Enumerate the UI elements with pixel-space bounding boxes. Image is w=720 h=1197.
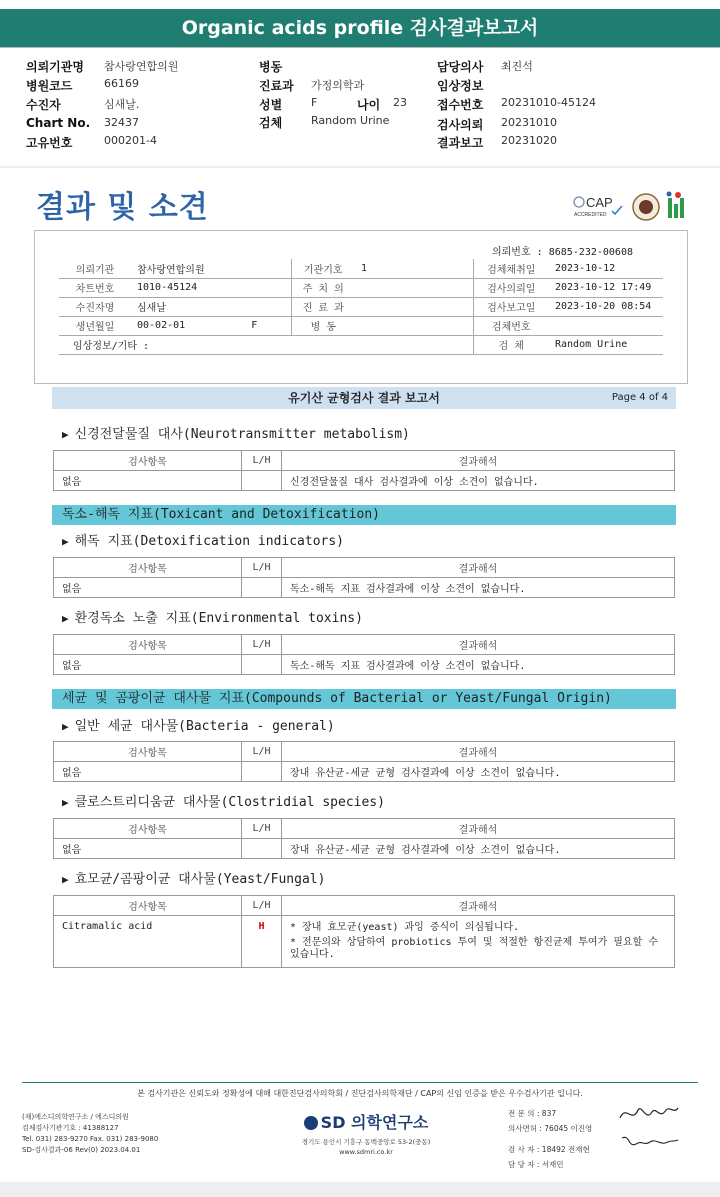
header-lh: L/H — [242, 558, 282, 578]
table-header-row — [54, 896, 675, 916]
header-interp: 결과해석 — [282, 558, 675, 578]
section-title: 클로스트리디움균 대사물(Clostridial species) — [74, 795, 385, 810]
value-age: 23 — [393, 96, 407, 109]
info-value — [355, 297, 473, 316]
info-label: 검사의뢰일 — [473, 278, 549, 297]
section-detox: ▶ 해독 지표(Detoxification indicators) — [62, 534, 345, 549]
header-interp: 결과해석 — [282, 635, 675, 655]
table-row — [54, 762, 675, 782]
cap-logo-text: CAP — [586, 195, 613, 210]
result-lh — [242, 578, 282, 598]
sex-value: F — [251, 320, 258, 331]
footer-form-rev: SD-검사결과-06 Rev(0) 2023.04.01 — [22, 1146, 141, 1154]
info-value: Random Urine — [549, 335, 663, 354]
table-header-row — [54, 635, 675, 655]
result-item: 없음 — [54, 471, 242, 491]
label-specimen: 검체 — [259, 116, 283, 130]
info-row — [59, 335, 663, 354]
header-interp: 결과해석 — [282, 896, 675, 916]
request-number-label: 의뢰번호 : — [491, 247, 543, 258]
value-hospital-code: 66169 — [104, 77, 139, 90]
result-lh: H — [242, 916, 282, 968]
header-lh: L/H — [242, 742, 282, 762]
report-subtitle: 유기산 균형검사 결과 보고서 — [288, 391, 440, 405]
section-title: 신경전달물질 대사(Neurotransmitter metabolism) — [74, 427, 410, 442]
info-row — [59, 259, 663, 278]
report-footer — [0, 1082, 720, 1182]
value-request-date: 20231010 — [501, 116, 557, 129]
label-request-date: 검사의뢰 — [437, 118, 484, 132]
footer-divider — [22, 1082, 698, 1083]
info-label: 검체채취일 — [473, 259, 549, 278]
table-row — [54, 655, 675, 675]
label-report-date: 결과보고 — [437, 136, 484, 150]
section-clostridia: ▶ 클로스트리디움균 대사물(Clostridial species) — [62, 795, 385, 810]
table-header-row — [54, 742, 675, 762]
signature-2 — [616, 1130, 680, 1152]
header-item: 검사항목 — [54, 742, 242, 762]
footer-accreditation-note: 본 검사기관은 신뢰도와 정확성에 대해 대한진단검사의학회 / 진단검사의학재단 / CAP의 신임 인증을 받은 우수검사기관 입니다. — [137, 1089, 583, 1098]
label-age: 나이 — [357, 98, 381, 112]
label-department: 진료과 — [259, 79, 294, 93]
value-doctor: 최진석 — [501, 60, 533, 73]
value-chart-no: 32437 — [104, 116, 139, 129]
section-bacteria: ▶ 일반 세균 대사물(Bacteria - general) — [62, 719, 335, 734]
value-unique-no: 000201-4 — [104, 134, 157, 147]
result-item: 없음 — [54, 839, 242, 859]
result-item: 없음 — [54, 762, 242, 782]
patient-info — [0, 52, 720, 164]
label-chart-no: Chart No. — [26, 116, 91, 130]
info-label: 임상정보/기타 : — [59, 335, 473, 354]
header-lh: L/H — [242, 635, 282, 655]
info-value: 2023-10-12 17:49 — [549, 278, 663, 297]
signatory-line: 담 당 자 : 서재민 — [508, 1160, 564, 1169]
value-department: 가정의학과 — [311, 79, 365, 92]
info-row — [59, 297, 663, 316]
info-label: 차트번호 — [59, 278, 131, 297]
value-sex: F — [311, 96, 318, 109]
request-info-box — [34, 230, 688, 384]
info-value: 1 — [355, 259, 473, 278]
info-value: 2023-10-12 — [549, 259, 663, 278]
result-lh — [242, 655, 282, 675]
signatory-line: 전 문 의 : 837 — [508, 1109, 557, 1118]
info-value — [549, 316, 663, 335]
cap-icon — [574, 197, 584, 207]
header-item: 검사항목 — [54, 819, 242, 839]
info-label: 병 동 — [291, 316, 355, 335]
label-clinical-info: 임상정보 — [437, 79, 484, 93]
neuro-result-table — [53, 450, 675, 491]
footer-logo-block — [296, 1110, 436, 1157]
header-interp: 결과해석 — [282, 819, 675, 839]
footer-address-line: 경기도 용인시 기흥구 동백중앙로 53-2(중동) — [301, 1138, 431, 1146]
foundation-logo-icon — [668, 198, 672, 218]
info-row — [59, 316, 663, 335]
header-interp: 결과해석 — [282, 451, 675, 471]
request-info-table — [59, 259, 663, 355]
info-label: 기관기호 — [291, 259, 355, 278]
value-report-date: 20231020 — [501, 134, 557, 147]
value-patient: 심새날. — [104, 98, 140, 111]
info-row — [59, 278, 663, 297]
sd-logo-text: SD 의학연구소 — [320, 1113, 429, 1132]
page-number: Page 4 of 4 — [611, 392, 668, 403]
cap-logo-sub: ACCREDITED — [574, 212, 607, 218]
info-value — [355, 278, 473, 297]
header-lh: L/H — [242, 896, 282, 916]
footer-address — [296, 1137, 436, 1157]
section-title: 환경독소 노출 지표(Environmental toxins) — [74, 611, 363, 626]
signatory-line: 의사면허 : 76045 이진영 — [508, 1124, 593, 1133]
info-label: 주 치 의 — [291, 278, 355, 297]
footer-lab-info — [22, 1112, 158, 1156]
result-interp: * 전문의와 상담하여 probiotics 투여 및 적절한 항진균제 투여가 필요할 수 있습니다. — [282, 936, 675, 968]
label-receipt-no: 접수번호 — [437, 98, 484, 112]
sd-logo — [296, 1110, 436, 1133]
band-toxicant: 독소-해독 지표(Toxicant and Detoxification) — [52, 505, 676, 525]
value-specimen: Random Urine — [311, 114, 390, 127]
table-header-row — [54, 451, 675, 471]
info-label: 검 체 — [473, 335, 549, 354]
birth-date: 00-02-01 — [137, 320, 186, 331]
result-interp: * 장내 효모균(yeast) 과잉 증식이 의심됩니다. — [282, 916, 675, 936]
header-item: 검사항목 — [54, 451, 242, 471]
value-hospital: 참사랑연합의원 — [104, 60, 179, 73]
info-value: 참사랑연합의원 — [131, 259, 291, 278]
label-hospital-code: 병원코드 — [26, 79, 73, 93]
header-item: 검사항목 — [54, 635, 242, 655]
info-value: 1010-45124 — [131, 278, 291, 297]
signature-1 — [616, 1102, 680, 1124]
yeast-result-table — [53, 895, 675, 968]
header-item: 검사항목 — [54, 896, 242, 916]
accreditation-logos — [570, 190, 694, 224]
section-yeast: ▶ 효모균/곰팡이균 대사물(Yeast/Fungal) — [62, 872, 326, 887]
info-label: 의뢰기관 — [59, 259, 131, 278]
band-bacterial: 세균 및 곰팡이균 대사물 지표(Compounds of Bacterial or Yeast/Fungal Origin) — [52, 689, 676, 709]
result-lh — [242, 762, 282, 782]
result-item: 없음 — [54, 655, 242, 675]
result-interp: 장내 유산균-세균 균형 검사결과에 이상 소견이 없습니다. — [282, 839, 675, 859]
clostridia-result-table — [53, 818, 675, 859]
results-title: 결과 및 소견 — [36, 190, 209, 225]
header-lh: L/H — [242, 819, 282, 839]
section-title: 일반 세균 대사물(Bacteria - general) — [74, 719, 335, 734]
report-subtitle-bar — [52, 387, 676, 409]
label-patient: 수진자 — [26, 98, 61, 112]
result-interp: 독소-해독 지표 검사결과에 이상 소견이 없습니다. — [282, 655, 675, 675]
label-hospital: 의뢰기관명 — [26, 60, 84, 74]
result-item: Citramalic acid — [54, 916, 242, 968]
info-label: 검사보고일 — [473, 297, 549, 316]
result-item: 없음 — [54, 578, 242, 598]
info-label: 진 료 과 — [291, 297, 355, 316]
section-environmental: ▶ 환경독소 노출 지표(Environmental toxins) — [62, 611, 363, 626]
footer-signatories — [508, 1106, 592, 1172]
info-value — [131, 316, 291, 335]
label-unique-no: 고유번호 — [26, 136, 73, 150]
section-title: 효모균/곰팡이균 대사물(Yeast/Fungal) — [74, 872, 326, 887]
table-row — [54, 578, 675, 598]
value-receipt-no: 20231010-45124 — [501, 96, 596, 109]
result-lh — [242, 839, 282, 859]
result-interp: 신경전달물질 대사 검사결과에 이상 소견이 없습니다. — [282, 471, 675, 491]
label-ward: 병동 — [259, 60, 283, 74]
label-doctor: 담당의사 — [437, 60, 484, 74]
info-label: 생년월일 — [59, 316, 131, 335]
label-sex: 성별 — [259, 98, 283, 112]
info-label: 수진자명 — [59, 297, 131, 316]
env-result-table — [53, 634, 675, 675]
bacteria-result-table — [53, 741, 675, 782]
table-header-row — [54, 558, 675, 578]
footer-lab-name: (재)에스디의학연구소 / 에스디의원 — [22, 1113, 129, 1121]
request-number-value: 8685-232-00608 — [548, 247, 633, 258]
detox-result-table — [53, 557, 675, 598]
result-interp: 장내 유산균-세균 균형 검사결과에 이상 소견이 없습니다. — [282, 762, 675, 782]
table-row — [54, 839, 675, 859]
section-neurotransmitter: ▶ 신경전달물질 대사(Neurotransmitter metabolism) — [62, 427, 410, 442]
section-title: 해독 지표(Detoxification indicators) — [74, 534, 345, 549]
info-value: 2023-10-20 08:54 — [549, 297, 663, 316]
signatory-line: 검 사 자 : 18492 전재현 — [508, 1145, 590, 1154]
report-title-bar: Organic acids profile 검사결과보고서 — [0, 9, 720, 47]
table-row — [54, 916, 675, 936]
request-number — [492, 243, 633, 258]
table-header-row — [54, 819, 675, 839]
result-lh — [242, 471, 282, 491]
footer-lab-code: 검체검사기관기호 : 41388127 — [22, 1124, 119, 1132]
info-value: 심새날 — [131, 297, 291, 316]
footer-contact: Tel. 031) 283-9270 Fax. 031) 283-9080 — [22, 1135, 159, 1143]
result-interp: 독소-해독 지표 검사결과에 이상 소견이 없습니다. — [282, 578, 675, 598]
header-item: 검사항목 — [54, 558, 242, 578]
table-row — [54, 471, 675, 491]
header-lh: L/H — [242, 451, 282, 471]
info-label: 검체번호 — [473, 316, 549, 335]
footer-url: www.sdmri.co.kr — [339, 1148, 393, 1156]
header-interp: 결과해석 — [282, 742, 675, 762]
sd-logo-icon — [304, 1116, 318, 1130]
info-value — [355, 316, 473, 335]
